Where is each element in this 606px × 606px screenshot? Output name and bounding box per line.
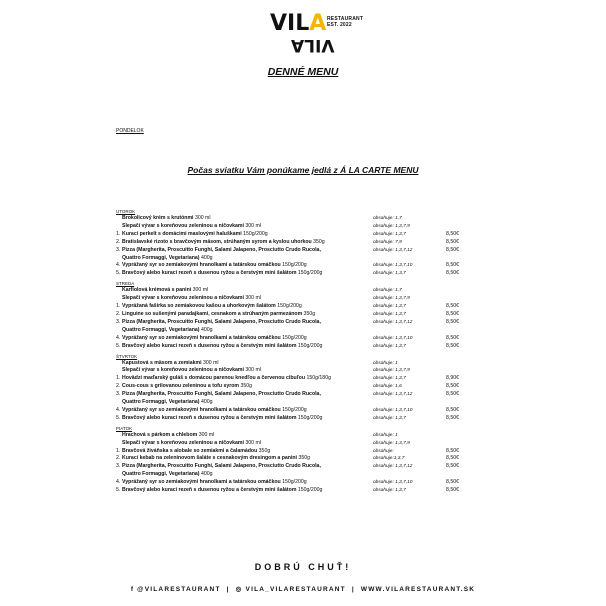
menu-item-number: 4. [116, 479, 121, 486]
dish-portion: 400g [199, 399, 213, 406]
menu-item-number: 2. [116, 383, 121, 390]
dish-name-cont-bold: Quattro Formaggi, Vegetariana) [122, 471, 200, 478]
dish-name: Kapustová s mäsom a zemiakmi [122, 359, 202, 366]
price: 8,50€ [446, 487, 459, 494]
menu-item-name [116, 415, 378, 423]
menu-item [116, 367, 476, 375]
dish-name: Vyprážaný syr so zemiakovými hranolkami a tatárskou omáčkou [122, 479, 281, 486]
price: 8,50€ [446, 318, 459, 325]
allergens: obsahuje: 1,3,7 [373, 271, 406, 277]
dish-name: Brokolicový krém s krutónmi [122, 215, 194, 221]
price: 8,50€ [446, 334, 459, 341]
menu-item-number: 1. [116, 303, 121, 310]
price: 8,50€ [446, 246, 459, 253]
dish-name: Pizza (Margherita, Proscuitto Funghi, Salami Jalapeno, Prosciutto Crudo Rucola, [122, 318, 321, 325]
dish-portion: 350g [257, 447, 271, 454]
menu-item-name [116, 335, 378, 343]
menu-item-number: 5. [116, 414, 121, 421]
menu-item-name [116, 463, 378, 471]
day-section [116, 354, 476, 423]
price: 8,50€ [446, 455, 459, 462]
logo-tagline [327, 16, 363, 28]
dish-name-cont-bold: Quattro Formaggi, Vegetariana) [122, 399, 200, 406]
menu-item-number: 2. [116, 238, 121, 245]
allergens: obsahuje: 1,3,7,10 [373, 480, 413, 486]
dish-name: Slepačí vývar s koreňovou zeleninou a ničovkami [122, 367, 244, 374]
dish-portion: 150g/200g [241, 230, 268, 237]
menu-item [116, 223, 476, 231]
day-heading-monday: PONDELOK [116, 128, 144, 134]
price: 8,50€ [446, 310, 459, 317]
dish-name: Kurací perkelt s domácimi maslovými haluškami [122, 230, 242, 237]
dish-name: Bravčový alebo kurací rezeň s dusenou ryžou a čerstvým mini šalátom [122, 414, 297, 421]
dish-portion: 300 ml [191, 287, 209, 294]
page-title: DENNÉ MENU [267, 66, 339, 78]
dish-name: Karfiolová krémová s panini [122, 287, 192, 294]
dish-name: Bravčový alebo kurací rezeň s dusenou ryžou a čerstvým mini šalátom [122, 342, 297, 349]
day-heading: UTOROK [116, 209, 136, 214]
menu-item-name [116, 231, 378, 239]
dish-name: Pizza (Margherita, Proscuitto Funghi, Salami Jalapeno, Prosciutto Crudo Rucola, [122, 463, 321, 470]
dish-portion: 150g/200g [296, 487, 323, 494]
allergens: obsahuje: 1,3,7 [373, 343, 406, 349]
dish-portion: 300 ml [197, 431, 215, 438]
allergens: obsahuje: 1,3,7,12 [373, 464, 413, 470]
logo-tag-est: EST. 2022 [327, 22, 352, 28]
allergens: obsahuje: 1,3,7,9 [373, 368, 410, 374]
menu-item [116, 262, 476, 270]
price: 8,50€ [446, 230, 459, 237]
price: 8,90€ [446, 375, 459, 382]
dish-name: Bravčová živáňska s alobale so zemiakmi a čalamádou [122, 447, 258, 454]
menu-item [116, 311, 476, 319]
menu-item-number: 5. [116, 270, 121, 277]
menu-item [116, 319, 476, 335]
dish-portion: 350g [297, 455, 310, 462]
dish-portion: 150g/200g [280, 479, 307, 486]
menu-item-name [116, 262, 378, 270]
dish-portion: 150g/200g [296, 342, 323, 349]
logo-wordmark-inverted: VILA [291, 35, 335, 55]
menu-item [116, 295, 476, 303]
menu-item-name [116, 311, 378, 319]
day-heading: PIATOK [116, 425, 133, 431]
dish-portion: 400g [199, 326, 213, 333]
menu-item [116, 448, 476, 456]
day-heading: ŠTVRTOK [116, 353, 138, 359]
allergens: obsahuje: 1 [373, 360, 398, 366]
menu-item-name [116, 239, 378, 247]
closing-text: DOBRÚ CHUŤ! [254, 562, 352, 572]
allergens: obsahuje: [373, 448, 394, 454]
dish-name: Pizza (Margherita, Proscuitto Funghi, Salami Jalapeno, Prosciutto Crudo Rucola, [122, 391, 321, 398]
allergens: obsahuje: 1,7 [373, 288, 402, 294]
allergens: obsahuje: 1,7 [373, 216, 402, 221]
menu-item-number: 3. [116, 246, 121, 253]
menu-item [116, 432, 476, 440]
allergens: obsahuje: 1,3,7 [373, 311, 406, 317]
footer-separator: | [226, 586, 230, 593]
logo-wordmark [270, 12, 326, 36]
dish-portion: 400g [199, 471, 213, 478]
menu-item-name [116, 375, 378, 383]
allergens: obsahuje: 1,3,7,12 [373, 319, 413, 325]
price: 8,50€ [446, 391, 459, 398]
logo-tag-restaurant: RESTAURANT [327, 16, 364, 22]
price: 8,50€ [446, 303, 459, 310]
dish-portion: 300 ml [193, 215, 211, 221]
dish-name: Vyprážaný syr so zemiakovými hranolkami a tatárskou omáčkou [122, 334, 281, 341]
allergens: obsahuje: 1,3,7,9 [373, 440, 410, 446]
menu-item [116, 487, 476, 495]
menu-item-name [116, 360, 378, 368]
logo-a: A [309, 11, 327, 36]
menu-item-name [116, 319, 378, 327]
menu-item [116, 239, 476, 247]
allergens: obsahuje: 1,3,7 [373, 488, 406, 494]
dish-name: Pizza (Margherita, Proscuitto Funghi, Salami Jalapeno, Prosciutto Crudo Rucola, [122, 246, 321, 253]
menu-item-number: 1. [116, 375, 121, 382]
menu-item-name [116, 383, 378, 391]
menu-item [116, 391, 476, 407]
menu-item-number: 4. [116, 406, 121, 413]
dish-portion: 150g/200g [275, 303, 302, 310]
allergens: obsahuje: 1,3,7 [373, 231, 406, 237]
footer [0, 585, 606, 593]
menu-item-name [116, 391, 378, 399]
allergens: obsahuje: 1,3,7,10 [373, 407, 413, 413]
menu-item-number: 4. [116, 334, 121, 341]
logo-vil: VIL [270, 11, 310, 36]
price: 8,50€ [446, 447, 459, 454]
menu-item-number: 4. [116, 262, 121, 269]
price: 8,50€ [446, 262, 459, 269]
menu-item [116, 247, 476, 263]
menu-item-name [116, 367, 378, 375]
price: 8,50€ [446, 414, 459, 421]
menu-item-name [116, 295, 378, 303]
menu-item-name [116, 487, 378, 495]
dish-portion: 300 ml [243, 367, 261, 374]
menu-item [116, 463, 476, 479]
allergens: obsahuje: 1,3,7,12 [373, 247, 413, 253]
dish-portion: 300 ml [201, 359, 219, 366]
allergens: obsahuje: 1,3,7,9 [373, 223, 410, 229]
menu-item-number: 5. [116, 342, 121, 349]
price: 8,50€ [446, 383, 459, 390]
dish-name: Hrachová s párkom a chlebom [122, 431, 198, 438]
menu-item [116, 375, 476, 383]
menu-item-number: 3. [116, 463, 121, 470]
menu-item-name [116, 407, 378, 415]
day-heading: STREDA [116, 281, 135, 287]
menu-item [116, 440, 476, 448]
instagram-link[interactable]: ◎ VILA_VILARESTAURANT [235, 586, 346, 593]
allergens: obsahuje: 1,3,7,10 [373, 335, 413, 341]
price: 8,50€ [446, 342, 459, 349]
menu-item-number: 3. [116, 391, 121, 398]
footer-separator: | [351, 586, 355, 593]
menu-item [116, 287, 476, 295]
dish-name-cont-bold: Quattro Formaggi, Vegetariana) [122, 254, 200, 261]
dish-portion: 150g/180g [305, 375, 331, 382]
price: 8,50€ [446, 406, 459, 413]
menu-item [116, 343, 476, 351]
day-section [116, 281, 476, 350]
dish-portion: 350g [311, 238, 325, 245]
menu-item-name [116, 448, 378, 456]
facebook-link[interactable]: f @VILARESTAURANT [130, 586, 221, 593]
menu-days [116, 209, 476, 498]
menu-item-name [116, 215, 378, 223]
menu-item [116, 270, 476, 278]
dish-name: Vyprážaná fašírka so zemiakovou kašou a uhorkovým šalátom [122, 303, 276, 310]
menu-item-number: 5. [116, 487, 121, 494]
dish-portion: 300 ml [243, 439, 261, 446]
price: 8,50€ [446, 463, 459, 470]
menu-item-name [116, 223, 378, 231]
allergens: obsahuje: 1,3,7,12 [373, 392, 413, 398]
dish-name: Hovädzí maďarský guláš s domácou parenou knedľou a červenou cibuľou [122, 375, 305, 382]
dish-name: Vyprážaný syr so zemiakovými hranolkami a tatárskou omáčkou [122, 262, 281, 269]
website-link[interactable]: WWW.VILARESTAURANT.SK [360, 586, 476, 593]
dish-portion: 300 ml [243, 295, 261, 302]
menu-item-name [116, 432, 378, 440]
allergens: obsahuje: 1,6 [373, 384, 402, 390]
menu-item-name [116, 287, 378, 295]
dish-name: Kurací kebab na zeleninovom šaláte s cesnakovým dresingom a panini [122, 455, 297, 462]
dish-portion: 350g [302, 310, 316, 317]
dish-name: Linguine so sušenými paradajkami, cesnakom a strúhaným parmezánom [122, 310, 303, 317]
allergens: obsahuje: 1,3,7,9 [373, 296, 410, 302]
dish-name: Cous-cous s grilovanou zeleninou a tofu syrom [122, 383, 240, 390]
menu-item-name [116, 303, 378, 311]
menu-item [116, 303, 476, 311]
menu-item-name [116, 270, 378, 278]
menu-item [116, 415, 476, 423]
dish-name: Slepačí vývar s koreňovou zeleninou a ničovkami [122, 222, 244, 229]
allergens: obsahuje: 7,9 [373, 239, 402, 245]
allergens: obsahuje: 1,3,7 [373, 376, 406, 382]
menu-item-name [116, 440, 378, 448]
menu-item-number: 1. [116, 447, 121, 454]
allergens: obsahuje:1,3,7 [373, 456, 405, 462]
price: 8,50€ [446, 238, 459, 245]
dish-portion: 400g [199, 254, 213, 261]
menu-item [116, 455, 476, 463]
allergens: obsahuje: 1,3,7 [373, 304, 406, 310]
menu-item [116, 215, 476, 223]
menu-item [116, 407, 476, 415]
dish-name: Bravčový alebo kurací rezeň s dusenou ryžou a čerstvým mini šalátom [122, 487, 297, 494]
dish-portion: 150g/200g [280, 334, 307, 341]
dish-portion: 150g/200g [296, 414, 323, 421]
day-section [116, 426, 476, 495]
dish-name-cont-bold: Quattro Formaggi, Vegetariana) [122, 326, 200, 333]
menu-item-number: 2. [116, 310, 121, 317]
day-section [116, 209, 476, 278]
allergens: obsahuje: 1,3,7,10 [373, 263, 413, 269]
menu-item [116, 360, 476, 368]
holiday-notice: Počas sviatku Vám ponúkame jedlá z Á LA CARTE MENU [187, 165, 419, 175]
dish-name: Bravčový alebo kurací rezeň s dusenou ryžou a čerstvým mini šalátom [122, 270, 297, 277]
dish-name-continued [116, 327, 476, 335]
menu-item-name [116, 455, 378, 463]
dish-name-continued [116, 471, 476, 479]
menu-item-name [116, 343, 378, 351]
dish-name-continued [116, 255, 476, 263]
allergens: obsahuje: 1,3,7 [373, 415, 406, 421]
menu-item-number: 2. [116, 455, 121, 462]
dish-portion: 150g/200g [280, 406, 307, 413]
dish-portion: 150g/200g [280, 262, 307, 269]
restaurant-logo [270, 11, 364, 58]
dish-portion: 150g/200g [296, 270, 323, 277]
menu-item [116, 231, 476, 239]
dish-portion: 350g [239, 383, 253, 390]
menu-item-name [116, 247, 378, 255]
price: 8,50€ [446, 270, 459, 277]
dish-name: Vyprážaný syr so zemiakovými hranolkami a tatárskou omáčkou [122, 406, 281, 413]
allergens: obsahuje: 1 [373, 432, 398, 438]
menu-item-number: 3. [116, 318, 121, 325]
menu-item-name [116, 479, 378, 487]
price: 8,50€ [446, 479, 459, 486]
dish-name: Bratislavské rizoto s bravčovým mäsom, strúhaným syrom a kyslou uhorkou [122, 238, 312, 245]
dish-name-continued [116, 399, 476, 407]
dish-name: Slepačí vývar s koreňovou zeleninou a ničovkami [122, 439, 244, 446]
menu-item-number: 1. [116, 230, 121, 237]
dish-portion: 300 ml [243, 222, 261, 229]
menu-item [116, 479, 476, 487]
menu-item [116, 383, 476, 391]
menu-item [116, 335, 476, 343]
dish-name: Slepačí vývar s koreňovou zeleninou a ničovkami [122, 295, 244, 302]
